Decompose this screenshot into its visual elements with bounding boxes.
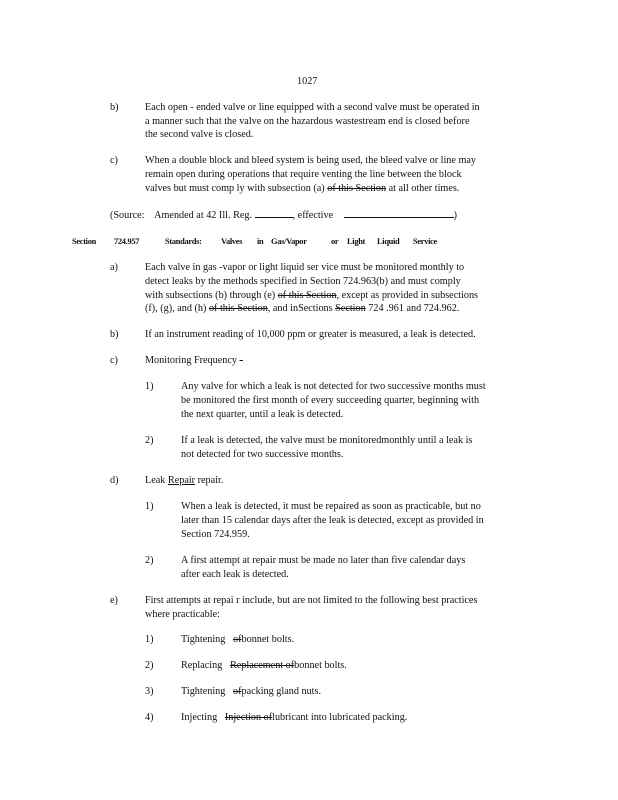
source-label: (Source: — [110, 210, 145, 221]
section-number: 724.957 — [114, 237, 140, 246]
underlined-text: Repair — [167, 475, 196, 486]
section-word: Section — [72, 237, 96, 246]
paragraph-line: Each open - ended valve or line equipped with a second valve must be operated in — [145, 102, 480, 113]
subitem-label: 2) — [145, 660, 154, 671]
struck-text: - — [239, 355, 243, 366]
struck-text: of — [233, 686, 242, 697]
page-number: 1027 — [297, 76, 318, 87]
paragraph-line: the second valve is closed. — [145, 129, 254, 140]
subitem-label: 4) — [145, 712, 154, 723]
paragraph-line: If an instrument reading of 10,000 ppm or greater is measured, a leak is detected. — [145, 329, 476, 340]
paragraph-line: detect leaks by the methods specified in Section 724.963(b) and must comply — [145, 276, 461, 287]
struck-text: of this Section — [277, 290, 337, 301]
subitem-label: 1) — [145, 501, 154, 512]
source-amended: Amended at 42 Ill. Reg. — [154, 210, 253, 221]
text-run: bonnet bolts. — [294, 660, 347, 671]
subitem-label: 3) — [145, 686, 154, 697]
blank-line — [344, 208, 454, 218]
paragraph-line: A first attempt at repair must be made no later than five calendar days — [181, 555, 466, 566]
text-run: repair. — [197, 475, 224, 486]
source-note — [110, 208, 457, 223]
paragraph-line: If a leak is detected, the valve must be monitoredmonthly until a leak is — [181, 435, 473, 446]
text-run: valves but must comp ly with subsection (a) — [145, 183, 325, 194]
text-run: at all other times. — [388, 183, 460, 194]
section-title-word: Standards: — [165, 237, 202, 246]
source-close: ) — [453, 210, 458, 221]
paragraph-line: where practicable: — [145, 609, 220, 620]
text-run: lubricant into lubricated packing. — [272, 712, 408, 723]
paragraph-line: later than 15 calendar days after the leak is detected, except as provided in — [181, 515, 484, 526]
paragraph-line: the next quarter, until a leak is detected. — [181, 409, 344, 420]
struck-text: Replacement of — [229, 660, 295, 671]
item-label: c) — [110, 155, 118, 166]
struck-text: of this Section — [208, 303, 268, 314]
paragraph-line: When a leak is detected, it must be repaired as soon as practicable, but no — [181, 501, 481, 512]
paragraph-line: Section 724.959. — [181, 529, 250, 540]
paragraph-line: First attempts at repai r include, but are not limited to the following best practices — [145, 595, 478, 606]
section-title-word: or — [331, 237, 339, 246]
text-run: Tightening — [181, 686, 226, 697]
paragraph-line: be monitored the first month of every succeeding quarter, beginning with — [181, 395, 480, 406]
paragraph-line — [145, 474, 223, 488]
paragraph-line: Any valve for which a leak is not detected for two successive months must — [181, 381, 486, 392]
subitem-label: 2) — [145, 435, 154, 446]
paragraph-line: When a double block and bleed system is being used, the bleed valve or line may — [145, 155, 476, 166]
section-title-word: Service — [413, 237, 437, 246]
struck-text: Injection of — [224, 712, 273, 723]
text-run: , except as provided in subsections — [336, 290, 479, 301]
paragraph-line: Each valve in gas -vapor or light liquid ser vice must be monitored monthly to — [145, 262, 465, 273]
item-label: b) — [110, 329, 119, 340]
struck-text: Section — [335, 303, 366, 314]
section-title-word: Gas/Vapor — [271, 237, 307, 246]
item-label: b) — [110, 102, 119, 113]
item-label: d) — [110, 475, 119, 486]
subitem-label: 1) — [145, 634, 154, 645]
paragraph-line — [145, 182, 459, 196]
text-run: with subsections (b) through (e) — [145, 290, 276, 301]
section-title-word: Light — [347, 237, 366, 246]
paragraph-line: a manner such that the valve on the hazardous wastestream end is closed before — [145, 116, 470, 127]
text-run: bonnet bolts. — [241, 634, 295, 645]
blank-line — [255, 208, 293, 218]
paragraph-line: remain open during operations that require venting the line between the block — [145, 169, 462, 180]
item-label: c) — [110, 355, 118, 366]
text-run: packing gland nuts. — [241, 686, 322, 697]
section-title-word: Liquid — [377, 237, 400, 246]
text-run: , and inSections — [267, 303, 333, 314]
paragraph-line — [181, 685, 321, 699]
paragraph-line — [145, 302, 459, 316]
paragraph-line: not detected for two successive months. — [181, 449, 344, 460]
text-run: Tightening — [181, 634, 226, 645]
text-run: Injecting — [181, 712, 218, 723]
subitem-label: 2) — [145, 555, 154, 566]
item-label: a) — [110, 262, 118, 273]
item-label: e) — [110, 595, 118, 606]
struck-text: of this Section — [327, 183, 387, 194]
section-title-word: in — [257, 237, 264, 246]
paragraph-line — [181, 711, 407, 725]
section-title-word: Valves — [221, 237, 243, 246]
paragraph-line — [181, 659, 347, 673]
source-effective: , effective — [292, 210, 334, 221]
text-run: Monitoring Frequency — [145, 355, 237, 366]
paragraph-line — [145, 289, 478, 303]
text-run: Replacing — [181, 660, 223, 671]
text-run: (f), (g), and (h) — [145, 303, 207, 314]
paragraph-line: after each leak is detected. — [181, 569, 289, 580]
text-run: Leak — [145, 475, 166, 486]
paragraph-line — [181, 633, 294, 647]
struck-text: of — [233, 634, 242, 645]
subitem-label: 1) — [145, 381, 154, 392]
paragraph-line — [145, 354, 243, 368]
text-run: 724 .961 and 724.962. — [368, 303, 460, 314]
